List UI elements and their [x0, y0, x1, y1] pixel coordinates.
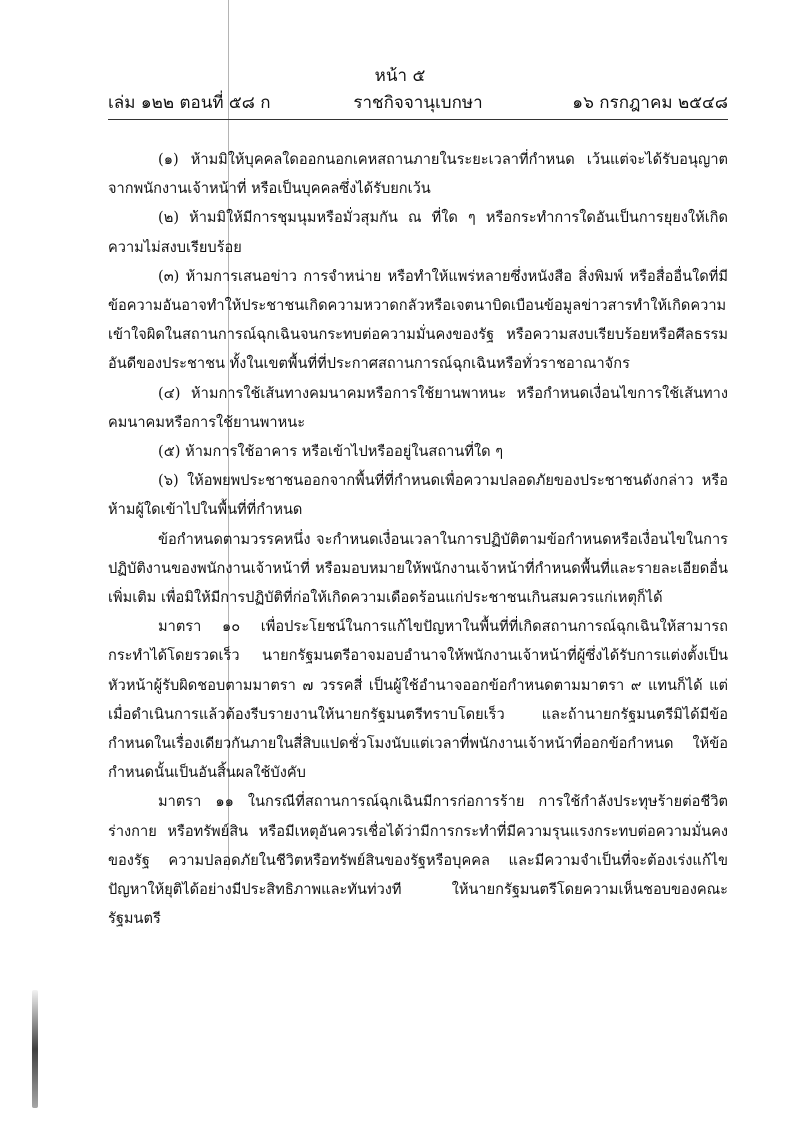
clause-5: (๕) ห้ามการใช้อาคาร หรือเข้าไปหรืออยู่ในสถานที่ใด ๆ [158, 443, 504, 461]
volume-issue: เล่ม ๑๒๒ ตอนที่ ๕๘ ก [108, 93, 271, 113]
clause-4: (๔) ห้ามการใช้เส้นทางคมนาคมหรือการใช้ยานพาหนะ หรือกำหนดเงื่อนไขการใช้เส้นทางคมนาคมหรือการใช้ยานพาหนะ [108, 384, 728, 431]
running-header [108, 92, 728, 114]
document-body [108, 145, 728, 933]
header-divider [108, 119, 728, 120]
clause-1: (๑) ห้ามมิให้บุคคลใดออกนอกเคหสถานภายในระยะเวลาที่กำหนด เว้นแต่จะได้รับอนุญาตจากพนักงานเจ้าหน้าที่ หรือเป็นบุคคลซึ่งได้รับยกเว้น [108, 151, 728, 198]
scan-edge-mark [32, 990, 38, 1108]
clause-3: (๓) ห้ามการเสนอข่าว การจำหน่าย หรือทำให้แพร่หลายซึ่งหนังสือ สิ่งพิมพ์ หรือสื่ออื่นใดที่มีข้อความอันอาจทำให้ประชาชนเกิดความหวาดกลัวหรือเจตนาบิดเบือนข้อมูลข่าวสารทำให้เกิดความเข้าใจผิดในสถานการณ์ฉุกเฉินจนกระทบต่อความมั่นคงของรัฐ หรือความสงบเรียบร้อยหรือศีลธรรมอันดีของประชาชน ทั้งในเขตพื้นที่ที่ประกาศสถานการณ์ฉุกเฉินหรือทั่วราชอาณาจักร [108, 267, 728, 373]
clause-conditions: ข้อกำหนดตามวรรคหนึ่ง จะกำหนดเงื่อนเวลาในการปฏิบัติตามข้อกำหนดหรือเงื่อนไขในการปฏิบัติงานของพนักงานเจ้าหน้าที่ หรือมอบหมายให้พนักงานเจ้าหน้าที่กำหนดพื้นที่และรายละเอียดอื่นเพิ่มเติม เพื่อมิให้มีการปฏิบัติที่ก่อให้เกิดความเดือดร้อนแก่ประชาชนเกินสมควรแก่เหตุก็ได้ [108, 530, 728, 607]
page-number: หน้า ๕ [374, 66, 426, 86]
section-10: มาตรา ๑๐ เพื่อประโยชน์ในการแก้ไขปัญหาในพื้นที่ที่เกิดสถานการณ์ฉุกเฉินให้สามารถกระทำได้โดยรวดเร็ว นายกรัฐมนตรีอาจมอบอำนาจให้พนักงานเจ้าหน้าที่ผู้ซึ่งได้รับการแต่งตั้งเป็นหัวหน้าผู้รับผิดชอบตามมาตรา ๗ วรรคสี่ เป็นผู้ใช้อำนาจออกข้อกำหนดตามมาตรา ๙ แทนก็ได้ แต่เมื่อดำเนินการแล้วต้องรีบรายงานให้นายกรัฐมนตรีทราบโดยเร็ว และถ้านายกรัฐมนตรีมิได้มีข้อกำหนดในเรื่องเดียวกันภายในสี่สิบแปดชั่วโมงนับแต่เวลาที่พนักงานเจ้าหน้าที่ออกข้อกำหนด ให้ข้อกำหนดนั้นเป็นอันสิ้นผลใช้บังคับ [108, 618, 728, 782]
publication-name: ราชกิจจานุเบกษา [353, 93, 483, 113]
publication-date: ๑๖ กรกฎาคม ๒๕๔๘ [572, 93, 728, 113]
clause-2: (๒) ห้ามมิให้มีการชุมนุมหรือมั่วสุมกัน ณ ที่ใด ๆ หรือกระทำการใดอันเป็นการยุยงให้เกิดความไม่สงบเรียบร้อย [108, 209, 728, 256]
section-11: มาตรา ๑๑ ในกรณีที่สถานการณ์ฉุกเฉินมีการก่อการร้าย การใช้กำลังประทุษร้ายต่อชีวิต ร่างกาย หรือทรัพย์สิน หรือมีเหตุอันควรเชื่อได้ว่ามีการกระทำที่มีความรุนแรงกระทบต่อความมั่นคงของรัฐ ความปลอดภัยในชีวิตหรือทรัพย์สินของรัฐหรือบุคคล และมีความจำเป็นที่จะต้องเร่งแก้ไขปัญหาให้ยุติได้อย่างมีประสิทธิภาพและทันท่วงที ให้นายกรัฐมนตรีโดยความเห็นชอบของคณะรัฐมนตรี [108, 793, 728, 928]
clause-6: (๖) ให้อพยพประชาชนออกจากพื้นที่ที่กำหนดเพื่อความปลอดภัยของประชาชนดังกล่าว หรือห้ามผู้ใดเข้าไปในพื้นที่ที่กำหนด [108, 472, 728, 519]
